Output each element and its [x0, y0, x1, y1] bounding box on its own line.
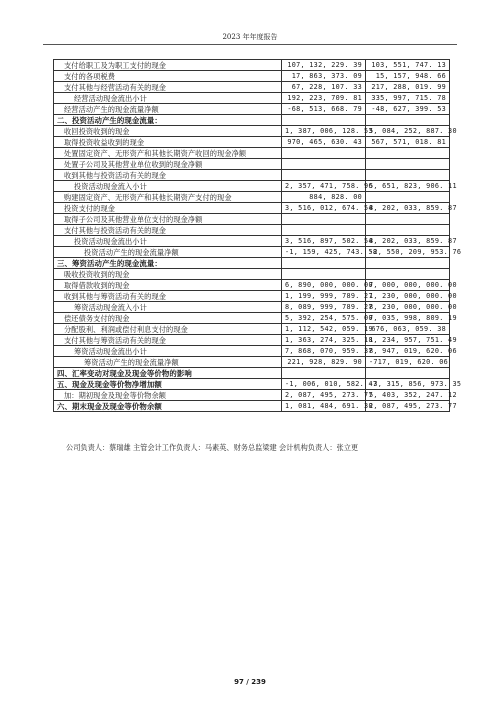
table-row — [54, 203, 450, 214]
prior-period-value: -3, 315, 856, 973. 35 — [366, 379, 450, 390]
row-label: 处置固定资产、无形资产和其他长期资产收回的现金净额 — [54, 148, 282, 159]
table-row — [54, 357, 450, 368]
current-period-value: -1, 006, 010, 582. 47 — [282, 379, 366, 390]
page-number: 97 / 239 — [234, 678, 266, 686]
table-row — [54, 302, 450, 313]
current-period-value — [282, 159, 366, 170]
prior-period-value: 5, 651, 823, 906. 11 — [366, 181, 450, 192]
section-row — [54, 379, 450, 390]
row-label: 支付其他与投资活动有关的现金 — [54, 225, 282, 236]
table-row — [54, 225, 450, 236]
prior-period-value: 8, 947, 019, 620. 06 — [366, 346, 450, 357]
current-period-value: 970, 465, 630. 43 — [282, 137, 366, 148]
row-label: 筹资活动现金流出小计 — [54, 346, 282, 357]
current-period-value: 8, 089, 999, 789. 27 — [282, 302, 366, 313]
table-row — [54, 291, 450, 302]
prior-period-value: 217, 288, 019. 99 — [366, 82, 450, 93]
current-period-value: 17, 863, 373. 09 — [282, 71, 366, 82]
current-period-value: 6, 890, 000, 000. 00 — [282, 280, 366, 291]
section-row — [54, 115, 450, 126]
report-header: 2023 年年度报告 — [43, 30, 457, 45]
current-period-value: 884, 828. 00 — [282, 192, 366, 203]
current-period-value: -1, 159, 425, 743. 58 — [282, 247, 366, 258]
current-period-value: 3, 516, 012, 674. 54 — [282, 203, 366, 214]
current-period-value: 2, 357, 471, 758. 96 — [282, 181, 366, 192]
prior-period-value — [366, 192, 450, 203]
signature-line: 公司负责人：蔡瑞雄 主管会计工作负责人：马素英、财务总监梁建 会计机构负责人：张立更 — [66, 443, 359, 452]
table-row — [54, 269, 450, 280]
row-label: 分配股利、利润或偿付利息支付的现金 — [54, 324, 282, 335]
current-period-value: 5, 392, 254, 575. 00 — [282, 313, 366, 324]
section-row — [54, 401, 450, 412]
current-period-value: 3, 516, 897, 502. 54 — [282, 236, 366, 247]
table-row — [54, 181, 450, 192]
table-row — [54, 93, 450, 104]
current-period-value — [282, 269, 366, 280]
row-label: 经营活动现金流出小计 — [54, 93, 282, 104]
row-label: 吸收投资收到的现金 — [54, 269, 282, 280]
prior-period-value: 8, 202, 033, 859. 87 — [366, 236, 450, 247]
row-label: 投资活动产生的现金流量净额 — [54, 247, 282, 258]
prior-period-value: 7, 035, 998, 809. 19 — [366, 313, 450, 324]
row-label: 加：期初现金及现金等价物余额 — [54, 390, 282, 401]
table-row — [54, 247, 450, 258]
prior-period-value — [366, 258, 450, 269]
prior-period-value: 2, 087, 495, 273. 77 — [366, 401, 450, 412]
prior-period-value: 103, 551, 747. 13 — [366, 60, 450, 71]
prior-period-value — [366, 269, 450, 280]
row-label: 收回投资收到的现金 — [54, 126, 282, 137]
table-row — [54, 126, 450, 137]
prior-period-value: -717, 019, 620. 06 — [366, 357, 450, 368]
table-row — [54, 324, 450, 335]
table-row — [54, 214, 450, 225]
current-period-value — [282, 148, 366, 159]
row-label: 六、期末现金及现金等价物余额 — [54, 401, 282, 412]
prior-period-value — [366, 368, 450, 379]
row-label: 支付其他与经营活动有关的现金 — [54, 82, 282, 93]
prior-period-value — [366, 214, 450, 225]
section-row — [54, 258, 450, 269]
current-period-value: 2, 087, 495, 273. 77 — [282, 390, 366, 401]
prior-period-value: 567, 571, 018. 81 — [366, 137, 450, 148]
prior-period-value: 676, 063, 059. 38 — [366, 324, 450, 335]
row-label: 五、现金及现金等价物净增加额 — [54, 379, 282, 390]
prior-period-value: -48, 627, 399. 53 — [366, 104, 450, 115]
current-period-value — [282, 368, 366, 379]
current-period-value — [282, 214, 366, 225]
prior-period-value — [366, 159, 450, 170]
row-label: 偿还债务支付的现金 — [54, 313, 282, 324]
table-row — [54, 148, 450, 159]
row-label: 收到其他与投资活动有关的现金 — [54, 170, 282, 181]
table-row — [54, 346, 450, 357]
table-row — [54, 104, 450, 115]
current-period-value: 221, 928, 829. 90 — [282, 357, 366, 368]
prior-period-value — [366, 225, 450, 236]
prior-period-value: 1, 230, 000, 000. 00 — [366, 291, 450, 302]
row-label: 取得借款收到的现金 — [54, 280, 282, 291]
current-period-value: 7, 868, 070, 959. 37 — [282, 346, 366, 357]
prior-period-value: 8, 230, 000, 000. 00 — [366, 302, 450, 313]
table-row — [54, 192, 450, 203]
row-label: 取得投资收益收到的现金 — [54, 137, 282, 148]
current-period-value: 1, 363, 274, 325. 18 — [282, 335, 366, 346]
prior-period-value: 5, 084, 252, 887. 30 — [366, 126, 450, 137]
current-period-value — [282, 258, 366, 269]
prior-period-value: -2, 550, 209, 953. 76 — [366, 247, 450, 258]
current-period-value: 192, 223, 709. 81 — [282, 93, 366, 104]
row-label: 支付给职工及为职工支付的现金 — [54, 60, 282, 71]
current-period-value: 107, 132, 229. 39 — [282, 60, 366, 71]
prior-period-value — [366, 148, 450, 159]
prior-period-value: 1, 234, 957, 751. 49 — [366, 335, 450, 346]
current-period-value: -68, 513, 668. 79 — [282, 104, 366, 115]
current-period-value: 1, 387, 006, 128. 53 — [282, 126, 366, 137]
prior-period-value: 335, 997, 715. 78 — [366, 93, 450, 104]
row-label: 二、投资活动产生的现金流量： — [54, 115, 282, 126]
row-label: 四、汇率变动对现金及现金等价物的影响 — [54, 368, 282, 379]
table-row — [54, 313, 450, 324]
row-label: 经营活动产生的现金流量净额 — [54, 104, 282, 115]
table-row — [54, 60, 450, 71]
table-row — [54, 137, 450, 148]
current-period-value: 67, 228, 107. 33 — [282, 82, 366, 93]
current-period-value — [282, 170, 366, 181]
cash-flow-table — [53, 59, 462, 412]
row-label: 投资支付的现金 — [54, 203, 282, 214]
prior-period-value — [366, 115, 450, 126]
row-label: 投资活动现金流入小计 — [54, 181, 282, 192]
table-row — [54, 280, 450, 291]
row-label: 筹资活动现金流入小计 — [54, 302, 282, 313]
current-period-value: 1, 081, 484, 691. 30 — [282, 401, 366, 412]
current-period-value — [282, 115, 366, 126]
prior-period-value — [366, 170, 450, 181]
row-label: 收到其他与筹资活动有关的现金 — [54, 291, 282, 302]
current-period-value: 1, 199, 999, 789. 27 — [282, 291, 366, 302]
table-row — [54, 236, 450, 247]
row-label: 支付其他与筹资活动有关的现金 — [54, 335, 282, 346]
row-label: 购建固定资产、无形资产和其他长期资产支付的现金 — [54, 192, 282, 203]
prior-period-value: 15, 157, 948. 66 — [366, 71, 450, 82]
row-label: 三、筹资活动产生的现金流量： — [54, 258, 282, 269]
prior-period-value: 7, 000, 000, 000. 00 — [366, 280, 450, 291]
table-row — [54, 159, 450, 170]
section-row — [54, 368, 450, 379]
row-label: 取得子公司及其他营业单位支付的现金净额 — [54, 214, 282, 225]
row-label: 处置子公司及其他营业单位收到的现金净额 — [54, 159, 282, 170]
row-label: 筹资活动产生的现金流量净额 — [54, 357, 282, 368]
row-label: 支付的各项税费 — [54, 71, 282, 82]
current-period-value: 1, 112, 542, 059. 19 — [282, 324, 366, 335]
table-row — [54, 335, 450, 346]
prior-period-value: 8, 202, 033, 859. 87 — [366, 203, 450, 214]
prior-period-value: 5, 403, 352, 247. 12 — [366, 390, 450, 401]
table-row — [54, 71, 450, 82]
table-row — [54, 82, 450, 93]
table-row — [54, 390, 450, 401]
row-label: 投资活动现金流出小计 — [54, 236, 282, 247]
table-row — [54, 170, 450, 181]
cash-flow-table-body — [54, 60, 462, 412]
current-period-value — [282, 225, 366, 236]
